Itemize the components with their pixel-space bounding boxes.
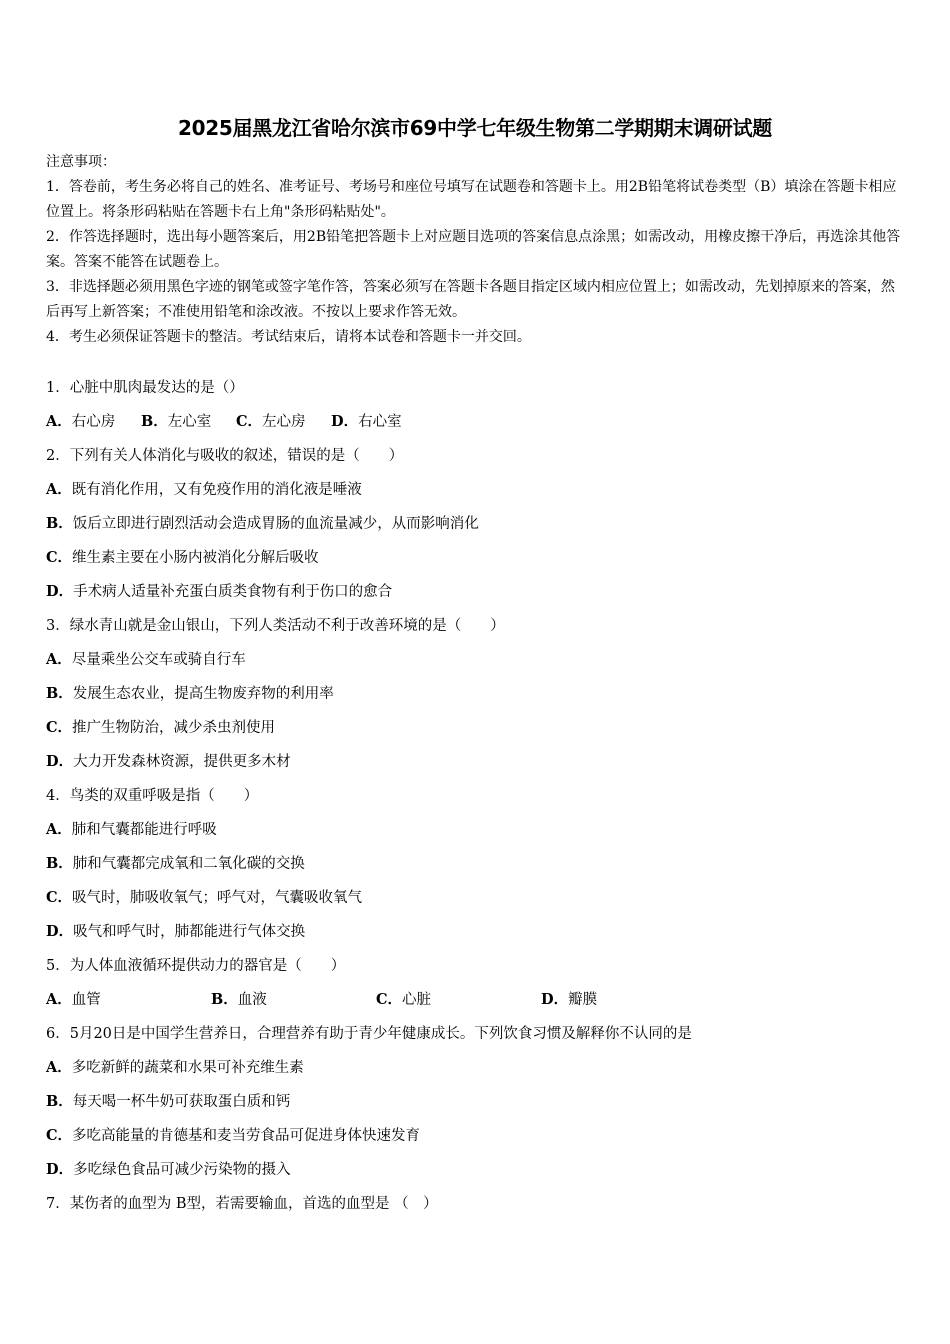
notice-section (46, 150, 908, 350)
question-option: C．维生素主要在小肠内被消化分解后吸收 (46, 549, 319, 566)
question-option: B．发展生态农业，提高生物废弃物的利用率 (46, 685, 334, 702)
question-option: D．右心室 (331, 413, 402, 430)
question-option: D．瓣膜 (541, 991, 598, 1008)
question-option: C．心脏 (376, 991, 432, 1008)
question-stem: 5．为人体血液循环提供动力的器官是（ ） (46, 958, 346, 974)
question-option: B．血液 (211, 991, 267, 1008)
question-stem: 6．5月20日是中国学生营养日，合理营养有助于青少年健康成长。下列饮食习惯及解释你不认同的是 (46, 1026, 692, 1042)
question-option: D．手术病人适量补充蛋白质类食物有利于伤口的愈合 (46, 583, 393, 600)
question-option: C．吸气时，肺吸收氧气；呼气对，气囊吸收氧气 (46, 889, 363, 906)
question-stem: 4．鸟类的双重呼吸是指（ ） (46, 788, 259, 804)
notice-item: 3．非选择题必须用黑色字迹的钢笔或签字笔作答，答案必须写在答题卡各题目指定区域内相应位置上；如需改动，先划掉原来的答案，然后再写上新答案；不准使用铅笔和涂改液。不按以上要求作答无效。 (46, 279, 895, 320)
question-stem: 3．绿水青山就是金山银山，下列人类活动不利于改善环境的是（ ） (46, 618, 505, 634)
question-option: C．多吃高能量的肯德基和麦当劳食品可促进身体快速发育 (46, 1127, 421, 1144)
question-option: A．肺和气囊都能进行呼吸 (46, 821, 217, 838)
question-stem: 7．某伤者的血型为 B型，若需要输血，首选的血型是 （ ） (46, 1196, 438, 1212)
page-title: 2025届黑龙江省哈尔滨市69中学七年级生物第二学期期末调研试题 (178, 116, 772, 140)
question-option: D．吸气和呼气时，肺都能进行气体交换 (46, 923, 306, 940)
question-option: C．左心房 (236, 413, 306, 430)
notice-item: 4．考生必须保证答题卡的整洁。考试结束后，请将本试卷和答题卡一并交回。 (46, 329, 531, 345)
question-option: B．每天喝一杯牛奶可获取蛋白质和钙 (46, 1093, 291, 1110)
question-option: A．血管 (46, 991, 101, 1008)
question-option: A．尽量乘坐公交车或骑自行车 (46, 651, 246, 668)
question-option: D．多吃绿色食品可减少污染物的摄入 (46, 1161, 291, 1178)
question-option: A．多吃新鲜的蔬菜和水果可补充维生素 (46, 1059, 304, 1076)
question-option: B．肺和气囊都完成氧和二氧化碳的交换 (46, 855, 305, 872)
question-option: A．右心房 (46, 413, 116, 430)
question-option: B．饭后立即进行剧烈活动会造成胃肠的血流量减少，从而影响消化 (46, 515, 479, 532)
question-stem: 2．下列有关人体消化与吸收的叙述，错误的是（ ） (46, 448, 404, 464)
question-stem: 1．心脏中肌肉最发达的是（） (46, 380, 244, 396)
notice-item: 2．作答选择题时，选出每小题答案后，用2B铅笔把答题卡上对应题目选项的答案信息点涂黑；如需改动，用橡皮擦干净后，再选涂其他答案。答案不能答在试题卷上。 (46, 229, 901, 270)
notice-heading: 注意事项： (46, 154, 116, 170)
question-option: A．既有消化作用，又有免疫作用的消化液是唾液 (46, 481, 362, 498)
notice-item: 1．答卷前，考生务必将自己的姓名、准考证号、考场号和座位号填写在试题卷和答题卡上。用2B铅笔将试卷类型（B）填涂在答题卡相应位置上。将条形码粘贴在答题卡右上角"条形码粘贴处"。 (46, 179, 897, 220)
question-option: B．左心室 (141, 413, 212, 430)
question-option: C．推广生物防治，减少杀虫剂使用 (46, 719, 276, 736)
question-option: D．大力开发森林资源，提供更多木材 (46, 753, 291, 770)
